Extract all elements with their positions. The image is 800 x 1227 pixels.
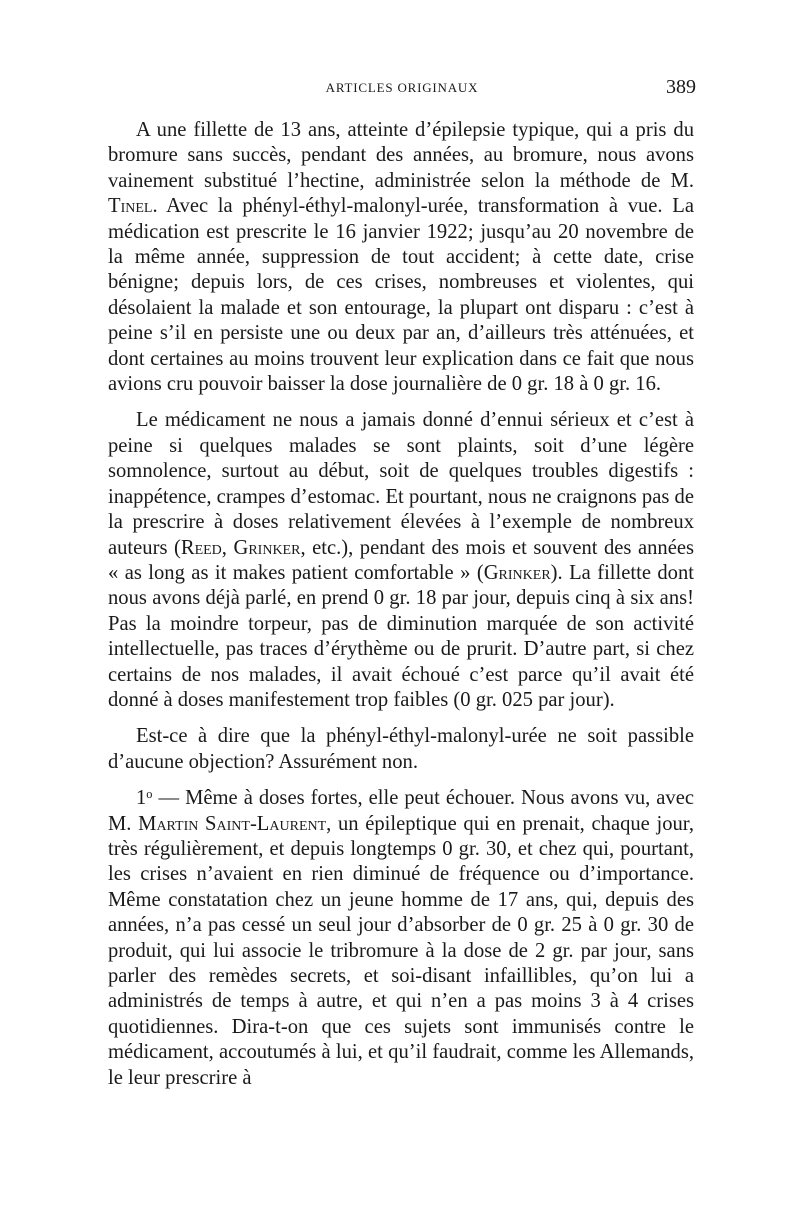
author-name-grinker: Grinker <box>483 561 551 584</box>
page-number: 389 <box>666 76 696 98</box>
text-segment: Le médicament ne nous a jamais donné d’ennui sérieux et c’est à peine si quelques malades se sont plaints, soit d’une légère somnolence, surtout au début, soit de quelques troubles digestifs : inappétence, crampes d’estomac. Et pourtant, nous ne craignons pas de la prescrire à doses relativement élevées à l’exemple de nombreux auteurs ( <box>108 409 694 559</box>
text-segment: — Même à doses fortes, elle peut échouer. Nous avons vu, avec M. <box>108 787 694 835</box>
text-segment: A une fillette de 13 ans, atteinte d’épilepsie typique, qui a pris du bromure sans succès, pendant des années, au bromure, nous avons vainement substitué l’hectine, administrée selon la méthode de M. <box>108 119 694 192</box>
page-header <box>108 76 696 100</box>
text-segment: , etc.), pendant des mois et souvent des années « as long as it makes patient comfortable » ( <box>108 536 694 584</box>
author-name-martin-saint-laurent: Martin Saint-Laurent <box>138 812 327 835</box>
text-segment: . Avec la phényl-éthyl-malonyl-urée, transformation à vue. La médication est prescrite le 16 janvier 1922; jusqu’au 20 novembre de la même année, suppression de tout accident; à cette date, crise bénigne; depuis lors, de ces crises, nombreuses et violentes, qui désolaient la malade et son entourage, la plupart ont disparu : c’est à peine s’il en persiste une ou deux par an, d’ailleurs très atténuées, et dont certaines au moins trouvent leur explication dans ce fait que nous avions cru pouvoir baisser la dose journalière de 0 gr. 18 à 0 gr. 16. <box>108 195 694 396</box>
list-number: 1 <box>136 787 147 810</box>
running-title: ARTICLES ORIGINAUX <box>325 80 479 95</box>
text-segment: ). La fillette dont nous avons déjà parlé, en prend 0 gr. 18 par jour, depuis cinq à six ans! Pas la moindre torpeur, pas de diminution marquée de son activité intellectuelle, pas traces d’érythème ou de prurit. D’autre part, si chez certains de nos malades, il avait échoué c’est parce qu’il avait été donné à doses manifestement trop faibles (0 gr. 025 par jour). <box>108 561 694 711</box>
author-name-reed: Reed <box>180 536 222 559</box>
text-segment: , <box>221 536 234 559</box>
paragraph-objection <box>108 724 694 775</box>
article-body <box>108 118 694 1091</box>
text-segment: Est-ce à dire que la phényl-éthyl-malonyl-urée ne soit passible d’aucune objection? Assurément non. <box>108 725 694 773</box>
paragraph-case-report <box>108 118 694 397</box>
text-segment: , un épileptique qui en prenait, chaque jour, très régulièrement, et depuis longtemps 0 gr. 30, et chez qui, pourtant, les crises n’avaient en rien diminué de fréquence ou d’importance. Même constatation chez un jeune homme de 17 ans, qui, depuis des années, n’a pas cessé un seul jour d’absorber de 0 gr. 25 à 0 gr. 30 de produit, qui lui associe le tribromure à la dose de 2 gr. par jour, sans parler des remèdes secrets, et soi-disant infaillibles, qu’on lui a administrés de temps à autre, et qui n’en a pas moins 3 à 4 crises quotidiennes. Dira-t-on que ces sujets sont immunisés contre le médicament, accoutumés à lui, et qu’il faudrait, comme les Allemands, le leur prescrire à <box>108 812 694 1089</box>
author-name-tinel: Tinel <box>108 195 153 218</box>
paragraph-point-one <box>108 786 694 1091</box>
author-name-grinker: Grinker <box>233 536 301 559</box>
ordinal-superscript: o <box>146 786 153 801</box>
paragraph-tolerance <box>108 408 694 713</box>
